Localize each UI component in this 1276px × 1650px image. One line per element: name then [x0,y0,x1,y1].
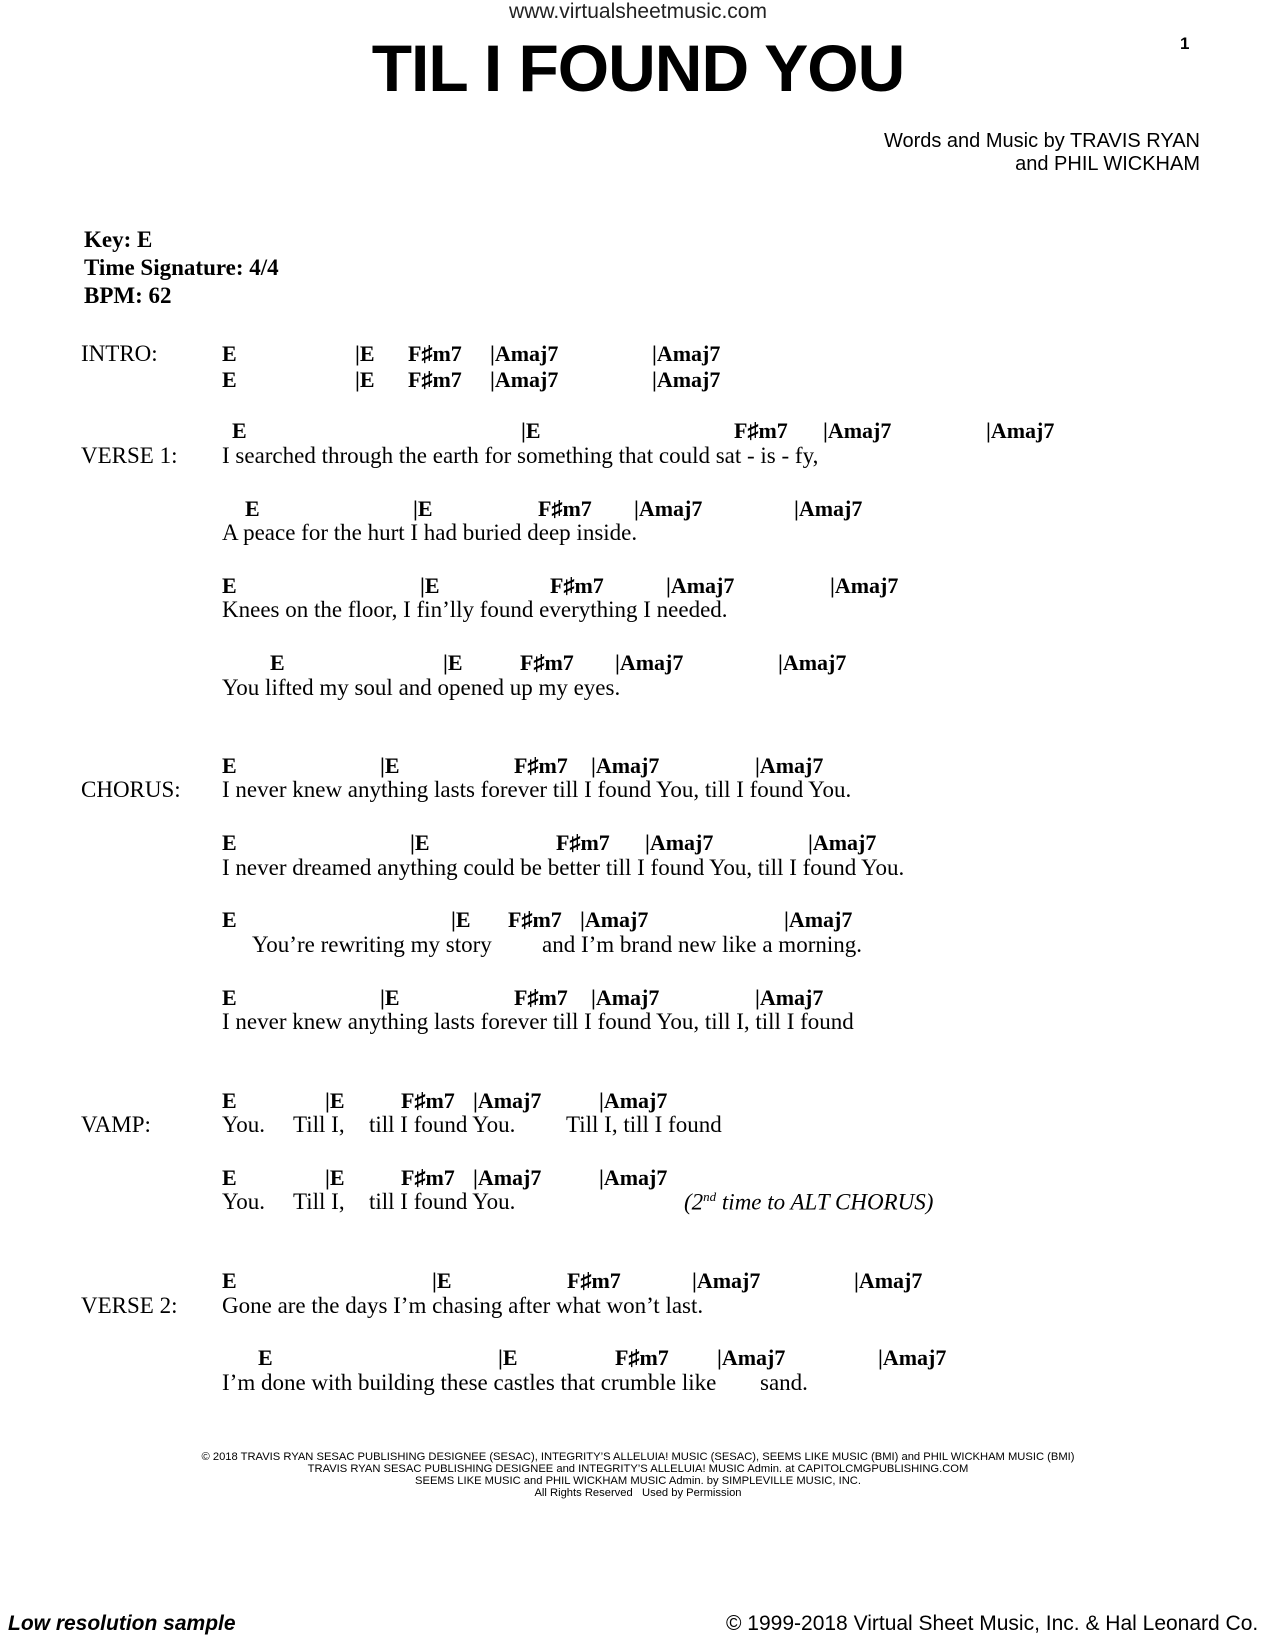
chord: |Amaj7 [717,1345,786,1370]
copyright-line-1: © 2018 TRAVIS RYAN SESAC PUBLISHING DESIGNEE (SESAC), INTEGRITY’S ALLELUIA! MUSIC (SESAC), SEEMS LIKE MUSIC (BMI) and PHIL WICKHAM MUSIC (BMI) [201,1451,1075,1463]
lyric-line: Gone are the days I’m chasing after what won’t last. [222,1293,704,1318]
bpm-label: BPM: 62 [84,283,172,308]
section-vamp: VAMP: [81,1112,151,1137]
lyric-line: I never knew anything lasts forever till I found You, till I, till I found [222,1009,854,1034]
chord: |E [432,1268,452,1293]
chord: |E [355,367,375,392]
key-label: Key: E [84,227,153,252]
chord: E [222,985,237,1010]
chord: F♯m7 [514,985,568,1010]
chord: |Amaj7 [830,573,899,598]
section-verse-1: VERSE 1: [81,443,178,468]
chord: |Amaj7 [854,1268,923,1293]
chord: |Amaj7 [784,907,853,932]
chord: E [270,650,285,675]
chord: |Amaj7 [634,496,703,521]
section-intro: INTRO: [81,341,158,366]
chord: |E [451,907,471,932]
chord: |E [410,830,430,855]
chord: |Amaj7 [823,418,892,443]
lyric-line: Knees on the floor, I fin’lly found everything I needed. [222,597,728,622]
lyric-line: You. [222,1112,266,1137]
chord: |E [420,573,440,598]
lyric-line: till I found You. [369,1112,516,1137]
lyric-line: Till I, [293,1189,345,1214]
chord: |E [443,650,463,675]
chord: |Amaj7 [652,367,721,392]
lyric-line: I’m done with building these castles that crumble like [222,1370,717,1395]
chord: |Amaj7 [878,1345,947,1370]
chord: |E [380,753,400,778]
chord: F♯m7 [538,496,592,521]
chord: E [245,496,260,521]
chord: |Amaj7 [794,496,863,521]
chord: F♯m7 [556,830,610,855]
chord: E [232,418,247,443]
lyric-line: till I found You. [369,1189,516,1214]
chord: |E [413,496,433,521]
lyric-line: and I’m brand new like a morning. [542,932,862,957]
lyric-line: You. [222,1189,266,1214]
lyric-line: You’re rewriting my story [252,932,492,957]
chord: F♯m7 [408,367,462,392]
chord: |Amaj7 [473,1088,542,1113]
chord: |Amaj7 [666,573,735,598]
chord: E [222,341,237,366]
chord: |Amaj7 [599,1088,668,1113]
chord: E [222,1268,237,1293]
chord: F♯m7 [734,418,788,443]
copyright-line-3: SEEMS LIKE MUSIC and PHIL WICKHAM MUSIC Admin. by SIMPLEVILLE MUSIC, INC. [415,1475,861,1487]
footer-copyright: © 1999-2018 Virtual Sheet Music, Inc. & Hal Leonard Co. [726,1612,1259,1635]
chord: |Amaj7 [755,753,824,778]
low-resolution-sample-label: Low resolution sample [8,1612,236,1635]
lyric-line: Till I, till I found [566,1112,722,1137]
lyric-line: A peace for the hurt I had buried deep inside. [222,520,638,545]
chord: |Amaj7 [599,1165,668,1190]
chord: |Amaj7 [755,985,824,1010]
chord: |Amaj7 [490,367,559,392]
credits-line-1: Words and Music by TRAVIS RYAN [883,130,1200,152]
chord: |Amaj7 [986,418,1055,443]
chord: F♯m7 [520,650,574,675]
lyric-line: I searched through the earth for something that could sat - is - fy, [222,443,819,468]
chord: |E [325,1165,345,1190]
credits-line-2: and PHIL WICKHAM [1015,153,1200,175]
chord: F♯m7 [508,907,562,932]
chord: F♯m7 [401,1088,455,1113]
chord: |Amaj7 [473,1165,542,1190]
chord: E [222,907,237,932]
chord: E [258,1345,273,1370]
lyric-line: You lifted my soul and opened up my eyes. [222,675,621,700]
chord: F♯m7 [615,1345,669,1370]
lyric-line: I never knew anything lasts forever till I found You, till I found You. [222,777,852,802]
section-chorus: CHORUS: [81,777,181,802]
chord: |E [521,418,541,443]
chord: |E [325,1088,345,1113]
chord: |Amaj7 [645,830,714,855]
chord: F♯m7 [550,573,604,598]
section-verse-2: VERSE 2: [81,1293,178,1318]
chord: |E [355,341,375,366]
copyright-line-4: All Rights Reserved Used by Permission [534,1487,742,1499]
chord: E [222,1165,237,1190]
chord: F♯m7 [567,1268,621,1293]
chord: E [222,367,237,392]
chord: |E [380,985,400,1010]
chord: |Amaj7 [692,1268,761,1293]
lyric-line: I never dreamed anything could be better till I found You, till I found You. [222,855,905,880]
song-title: TIL I FOUND YOU [371,31,905,105]
chord: |Amaj7 [591,985,660,1010]
chord: E [222,1088,237,1113]
chord: |E [498,1345,518,1370]
chord: F♯m7 [401,1165,455,1190]
copyright-line-2: TRAVIS RYAN SESAC PUBLISHING DESIGNEE and INTEGRITY’S ALLELUIA! MUSIC Admin. at CAPITOLCMGPUBLISHING.COM [307,1463,969,1475]
chord: E [222,830,237,855]
alt-chorus-note: (2nd time to ALT CHORUS) [684,1189,934,1215]
time-signature-label: Time Signature: 4/4 [84,255,279,280]
chord: E [222,573,237,598]
page-number: 1 [1180,34,1190,53]
chord: |Amaj7 [778,650,847,675]
chord: |Amaj7 [591,753,660,778]
chord: |Amaj7 [808,830,877,855]
site-url[interactable]: www.virtualsheetmusic.com [509,0,767,23]
chord: |Amaj7 [652,341,721,366]
chord: E [222,753,237,778]
chord: F♯m7 [408,341,462,366]
lyric-line: sand. [760,1370,808,1395]
chord: |Amaj7 [490,341,559,366]
chord: |Amaj7 [615,650,684,675]
lyric-line: Till I, [293,1112,345,1137]
chord: |Amaj7 [580,907,649,932]
chord: F♯m7 [514,753,568,778]
